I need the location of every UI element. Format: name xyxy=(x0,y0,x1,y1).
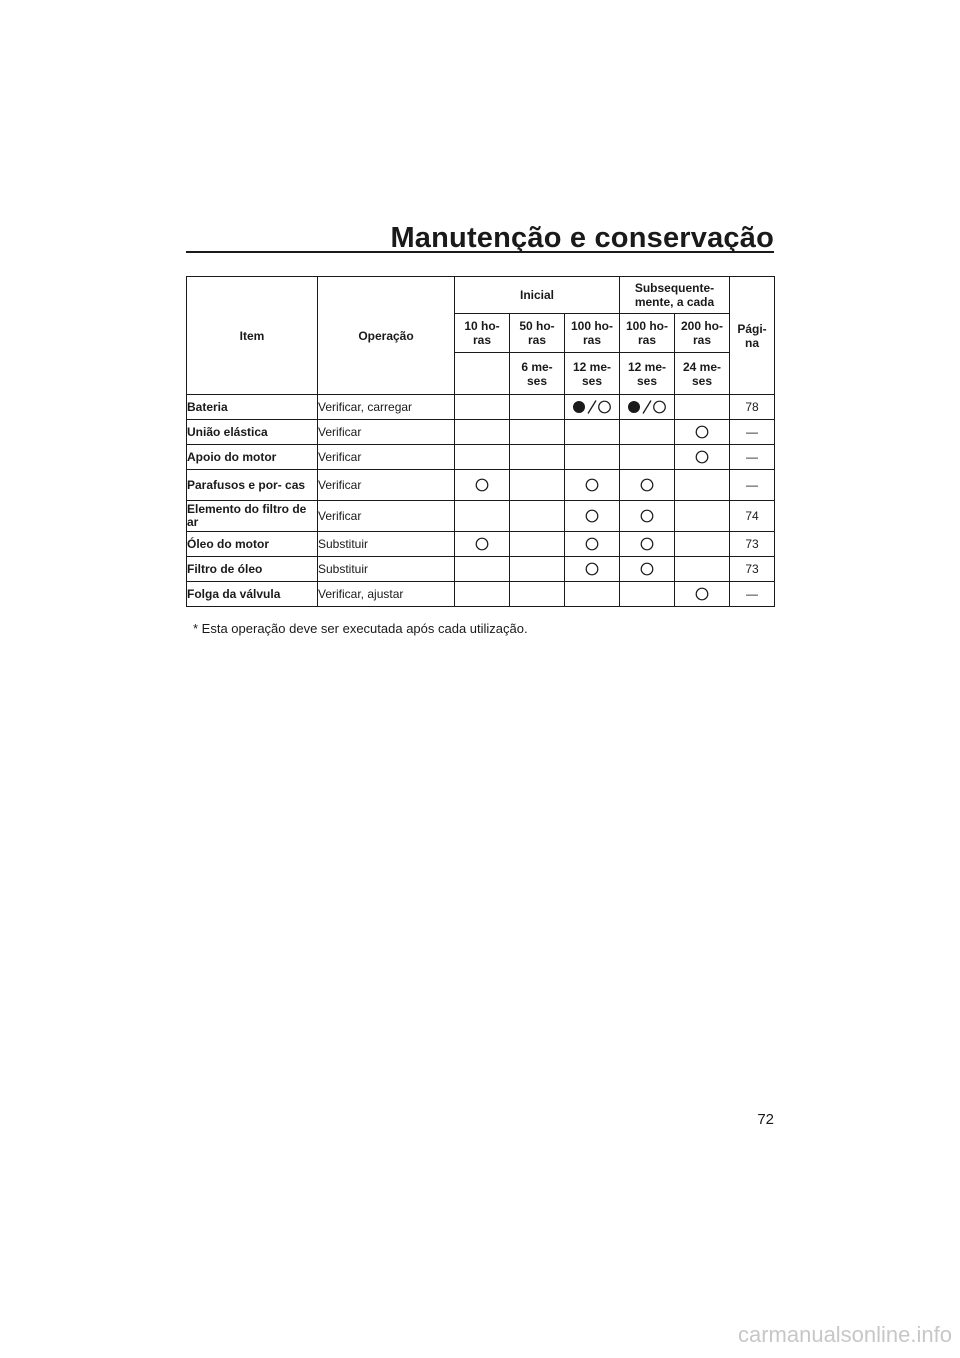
row-interval-1 xyxy=(455,420,510,445)
row-page: — xyxy=(730,470,775,501)
table-row xyxy=(187,582,775,607)
open-circle-icon xyxy=(585,562,599,576)
row-operation: Substituir xyxy=(318,557,455,582)
filled-slash-open-circle-icon xyxy=(627,399,667,415)
row-interval-2 xyxy=(510,557,565,582)
row-interval-2 xyxy=(510,395,565,420)
filled-slash-open-circle-icon xyxy=(572,399,612,415)
row-page: 73 xyxy=(730,532,775,557)
row-interval-3 xyxy=(565,582,620,607)
footnote: * Esta operação deve ser executada após cada utilização. xyxy=(193,621,528,636)
row-interval-5 xyxy=(675,395,730,420)
open-circle-icon xyxy=(640,478,654,492)
header-operation: Operação xyxy=(318,277,455,395)
row-interval-4 xyxy=(620,420,675,445)
row-operation: Substituir xyxy=(318,532,455,557)
row-interval-3 xyxy=(565,557,620,582)
maintenance-table xyxy=(186,276,775,607)
open-circle-icon xyxy=(695,587,709,601)
table-body xyxy=(187,395,775,607)
page-number: 72 xyxy=(757,1111,774,1128)
row-interval-4 xyxy=(620,501,675,532)
row-interval-5 xyxy=(675,501,730,532)
row-interval-4 xyxy=(620,395,675,420)
row-operation: Verificar, carregar xyxy=(318,395,455,420)
row-interval-4 xyxy=(620,532,675,557)
open-circle-icon xyxy=(695,450,709,464)
row-interval-5 xyxy=(675,470,730,501)
row-operation: Verificar xyxy=(318,420,455,445)
page-title: Manutenção e conservação xyxy=(390,222,774,254)
row-page: 74 xyxy=(730,501,775,532)
row-item: Óleo do motor xyxy=(187,532,318,557)
row-interval-3 xyxy=(565,445,620,470)
row-interval-4 xyxy=(620,445,675,470)
open-circle-icon xyxy=(585,478,599,492)
header-hours-2: 50 ho- ras xyxy=(510,314,565,353)
row-page: — xyxy=(730,582,775,607)
row-interval-2 xyxy=(510,582,565,607)
row-interval-3 xyxy=(565,395,620,420)
row-item: Elemento do filtro de ar xyxy=(187,501,318,532)
header-item: Item xyxy=(187,277,318,395)
row-item: Parafusos e por- cas xyxy=(187,470,318,501)
header-hours-1: 10 ho- ras xyxy=(455,314,510,353)
header-subsequent: Subsequente- mente, a cada xyxy=(620,277,730,314)
header-months-3: 12 me- ses xyxy=(565,353,620,395)
row-interval-4 xyxy=(620,557,675,582)
table-row xyxy=(187,470,775,501)
header-months-5: 24 me- ses xyxy=(675,353,730,395)
row-operation: Verificar xyxy=(318,501,455,532)
table-row xyxy=(187,395,775,420)
table-row xyxy=(187,532,775,557)
row-interval-2 xyxy=(510,445,565,470)
open-circle-icon xyxy=(475,537,489,551)
open-circle-icon xyxy=(640,509,654,523)
row-interval-1 xyxy=(455,557,510,582)
row-interval-2 xyxy=(510,470,565,501)
row-interval-4 xyxy=(620,470,675,501)
row-page: 73 xyxy=(730,557,775,582)
header-months-4: 12 me- ses xyxy=(620,353,675,395)
table-row xyxy=(187,445,775,470)
row-interval-5 xyxy=(675,557,730,582)
row-interval-1 xyxy=(455,501,510,532)
row-interval-3 xyxy=(565,532,620,557)
row-interval-5 xyxy=(675,420,730,445)
row-interval-4 xyxy=(620,582,675,607)
table-row xyxy=(187,557,775,582)
row-item: Folga da válvula xyxy=(187,582,318,607)
row-operation: Verificar xyxy=(318,470,455,501)
row-interval-1 xyxy=(455,445,510,470)
row-interval-3 xyxy=(565,470,620,501)
row-item: Bateria xyxy=(187,395,318,420)
row-item: União elástica xyxy=(187,420,318,445)
table-row xyxy=(187,501,775,532)
open-circle-icon xyxy=(475,478,489,492)
header-initial: Inicial xyxy=(455,277,620,314)
header-hours-3: 100 ho- ras xyxy=(565,314,620,353)
row-interval-3 xyxy=(565,501,620,532)
row-item: Apoio do motor xyxy=(187,445,318,470)
row-interval-2 xyxy=(510,532,565,557)
row-interval-1 xyxy=(455,470,510,501)
row-interval-1 xyxy=(455,395,510,420)
row-interval-5 xyxy=(675,445,730,470)
open-circle-icon xyxy=(640,562,654,576)
header-months-1 xyxy=(455,353,510,395)
row-interval-3 xyxy=(565,420,620,445)
row-page: 78 xyxy=(730,395,775,420)
header-hours-5: 200 ho- ras xyxy=(675,314,730,353)
row-interval-1 xyxy=(455,532,510,557)
row-operation: Verificar xyxy=(318,445,455,470)
row-item: Filtro de óleo xyxy=(187,557,318,582)
row-operation: Verificar, ajustar xyxy=(318,582,455,607)
title-rule xyxy=(186,251,774,253)
open-circle-icon xyxy=(695,425,709,439)
header-months-2: 6 me- ses xyxy=(510,353,565,395)
row-interval-2 xyxy=(510,501,565,532)
table-row xyxy=(187,420,775,445)
row-page: — xyxy=(730,445,775,470)
header-page: Pági- na xyxy=(730,277,775,395)
open-circle-icon xyxy=(585,537,599,551)
row-interval-5 xyxy=(675,532,730,557)
row-interval-2 xyxy=(510,420,565,445)
row-page: — xyxy=(730,420,775,445)
row-interval-5 xyxy=(675,582,730,607)
open-circle-icon xyxy=(640,537,654,551)
watermark: carmanualsonline.info xyxy=(737,1322,952,1347)
row-interval-1 xyxy=(455,582,510,607)
open-circle-icon xyxy=(585,509,599,523)
header-hours-4: 100 ho- ras xyxy=(620,314,675,353)
